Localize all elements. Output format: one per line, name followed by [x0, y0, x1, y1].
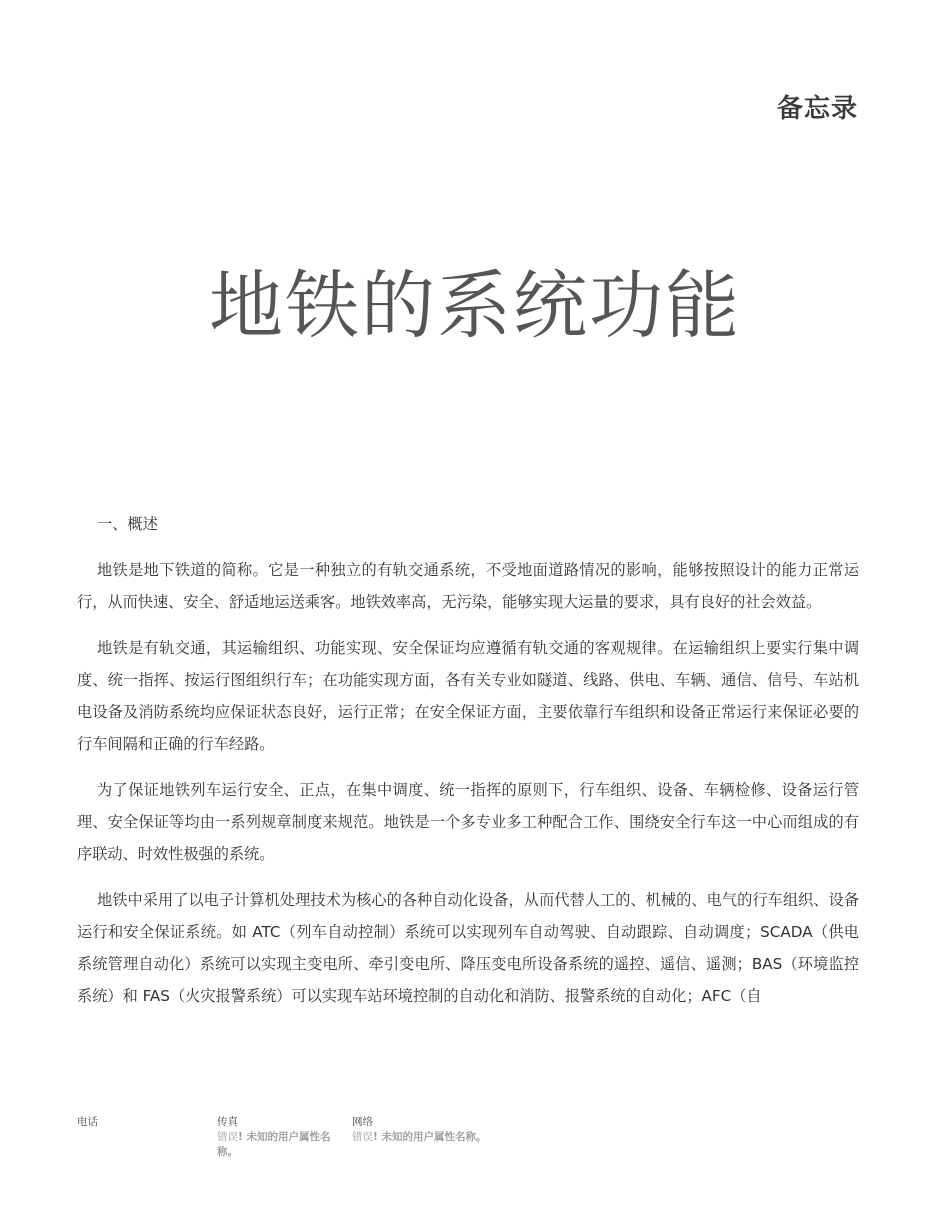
fax-label: 传真: [217, 1116, 238, 1128]
web-value: [352, 1130, 552, 1145]
fax-value: [217, 1130, 339, 1160]
document-title: 地铁的系统功能: [209, 263, 741, 349]
web-error-prefix: 错误: [352, 1131, 373, 1143]
web-label: 网络: [352, 1116, 373, 1128]
footer-fax: [217, 1115, 339, 1160]
footer-phone: [77, 1115, 197, 1130]
document-body: [77, 508, 859, 1026]
paragraph-3: 为了保证地铁列车运行安全、正点，在集中调度、统一指挥的原则下，行车组织、设备、车辆检修、设备运行管理、安全保证等均由一系列规章制度来规范。地铁是一个多专业多工种配合工作、围绕安全行车这一中心而组成的有序联动、时效性极强的系统。: [77, 781, 859, 863]
paragraph-1: 地铁是地下铁道的简称。它是一种独立的有轨交通系统，不受地面道路情况的影响，能够按照设计的能力正常运行，从而快速、安全、舒适地运送乘客。地铁效率高，无污染，能够实现大运量的要求，具有良好的社会效益。: [77, 561, 859, 611]
paragraph-4: 地铁中采用了以电子计算机处理技术为核心的各种自动化设备，从而代替人工的、机械的、电气的行车组织、设备运行和安全保证系统。如 ATC（列车自动控制）系统可以实现列车自动驾驶、自动跟踪、自动调度；SCADA（供电系统管理自动化）系统可以实现主变电所、牵引变电所、降压变电所设备系统的遥控、遥信、遥测；BAS（环境监控系统）和 FAS（火灾报警系统）可以实现车站环境控制的自动化和消防、报警系统的自动化；AFC（自: [77, 891, 859, 1005]
paragraph-2: 地铁是有轨交通，其运输组织、功能实现、安全保证均应遵循有轨交通的客观规律。在运输组织上要实行集中调度、统一指挥、按运行图组织行车；在功能实现方面，各有关专业如隧道、线路、供电、车辆、通信、信号、车站机电设备及消防系统均应保证状态良好，运行正常；在安全保证方面，主要依靠行车组织和设备正常运行来保证必要的行车间隔和正确的行车经路。: [77, 639, 859, 753]
fax-error-prefix: 错误: [217, 1131, 238, 1143]
web-error-message: ! 未知的用户属性名称。: [373, 1131, 487, 1143]
fax-error-message: ! 未知的用户属性名称。: [217, 1131, 331, 1158]
memo-label: 备忘录: [776, 94, 858, 124]
phone-label: 电话: [77, 1116, 98, 1128]
footer-web: [352, 1115, 552, 1145]
section-heading: 一、概述: [97, 515, 158, 533]
